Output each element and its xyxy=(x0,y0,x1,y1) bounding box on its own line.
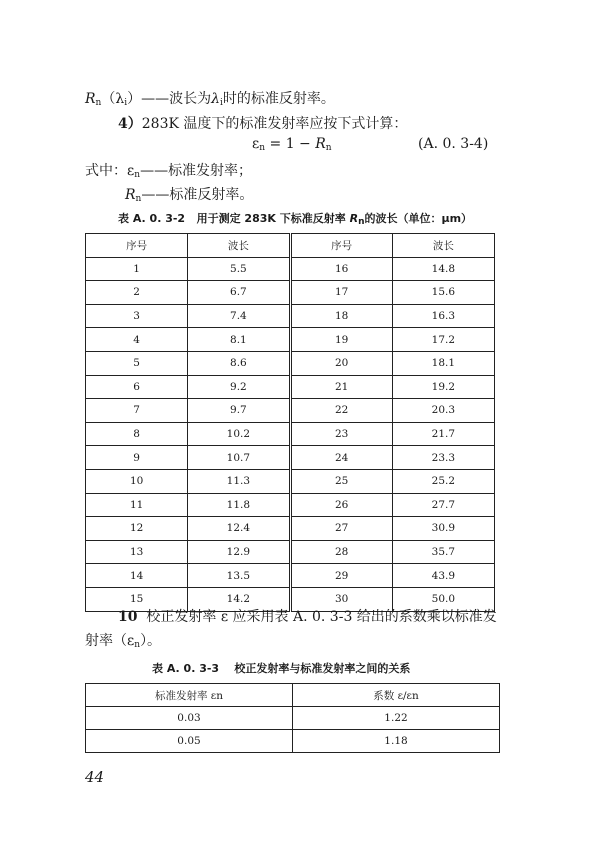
cell-wavelength: 12.4 xyxy=(188,517,290,541)
correction-table xyxy=(85,683,500,753)
subscript: n xyxy=(134,640,141,650)
table-row xyxy=(86,375,495,399)
cell-wavelength: 13.5 xyxy=(188,564,290,588)
wavelength-table xyxy=(85,233,495,612)
formula-equals: = 1 − xyxy=(269,136,311,152)
header-wavelength-2: 波长 xyxy=(392,234,494,258)
subscript: n xyxy=(325,143,332,153)
cell-seq: 29 xyxy=(290,564,392,588)
caption-number: 表 A. 0. 3-3 xyxy=(152,662,220,675)
symbol-r: R xyxy=(85,91,96,107)
cell-seq: 22 xyxy=(290,399,392,423)
cell-seq: 3 xyxy=(86,304,188,328)
table-row xyxy=(86,257,495,281)
definition-line-rn-lambda xyxy=(85,88,335,108)
caption-text: 用于测定 283K 下标准反射率 xyxy=(196,212,346,225)
where-text: ——标准发射率； xyxy=(140,163,253,179)
table1-caption xyxy=(118,210,472,227)
symbol-r: R xyxy=(125,187,136,203)
paren-close: ） xyxy=(127,91,142,107)
cell-seq: 19 xyxy=(290,328,392,352)
cell-seq: 21 xyxy=(290,375,392,399)
page-number: 44 xyxy=(85,768,105,786)
cell-seq: 7 xyxy=(86,399,188,423)
item-text-3: ）。 xyxy=(140,633,162,649)
definition-text: ——波长为 xyxy=(141,91,212,107)
cell-seq: 12 xyxy=(86,517,188,541)
subscript: n xyxy=(95,98,102,108)
table-row xyxy=(86,446,495,470)
subscript: n xyxy=(134,170,141,180)
table-row xyxy=(86,730,500,753)
cell-seq: 10 xyxy=(86,469,188,493)
header-seq-2: 序号 xyxy=(290,234,392,258)
cell-seq: 23 xyxy=(290,422,392,446)
caption-subscript: n xyxy=(358,217,365,227)
table-header-row xyxy=(86,234,495,258)
cell-wavelength: 10.2 xyxy=(188,422,290,446)
cell-wavelength: 7.4 xyxy=(188,304,290,328)
cell-wavelength: 14.8 xyxy=(392,257,494,281)
subscript-i: i xyxy=(219,98,223,108)
cell-wavelength: 27.7 xyxy=(392,493,494,517)
cell-wavelength: 6.7 xyxy=(188,281,290,305)
cell-wavelength: 50.0 xyxy=(392,587,494,611)
cell-seq: 24 xyxy=(290,446,392,470)
cell-standard-emissivity: 0.03 xyxy=(86,707,293,730)
cell-seq: 25 xyxy=(290,469,392,493)
table-row xyxy=(86,469,495,493)
cell-coefficient: 1.22 xyxy=(293,707,500,730)
cell-wavelength: 9.2 xyxy=(188,375,290,399)
header-seq-1: 序号 xyxy=(86,234,188,258)
cell-wavelength: 10.7 xyxy=(188,446,290,470)
cell-standard-emissivity: 0.05 xyxy=(86,730,293,753)
item-text-2: 射率（ε xyxy=(85,633,135,649)
cell-seq: 5 xyxy=(86,351,188,375)
item-text: 校正发射率 ε 应采用表 A. 0. 3-3 给出的系数乘以标准发 xyxy=(146,609,497,625)
header-coefficient: 系数 ε/εn xyxy=(293,684,500,707)
subscript: n xyxy=(259,143,266,153)
cell-seq: 11 xyxy=(86,493,188,517)
cell-wavelength: 8.1 xyxy=(188,328,290,352)
cell-seq: 20 xyxy=(290,351,392,375)
table-row xyxy=(86,422,495,446)
cell-wavelength: 19.2 xyxy=(392,375,494,399)
cell-wavelength: 15.6 xyxy=(392,281,494,305)
cell-seq: 16 xyxy=(290,257,392,281)
table-row xyxy=(86,564,495,588)
cell-wavelength: 21.7 xyxy=(392,422,494,446)
cell-wavelength: 14.2 xyxy=(188,587,290,611)
where-text: ——标准反射率。 xyxy=(141,187,254,203)
table-row xyxy=(86,399,495,423)
caption-number: 表 A. 0. 3-2 xyxy=(118,212,186,225)
item-text: 283K 温度下的标准发射率应按下式计算： xyxy=(141,116,408,132)
cell-seq: 8 xyxy=(86,422,188,446)
item-10 xyxy=(118,606,497,626)
table-row xyxy=(86,304,495,328)
cell-wavelength: 17.2 xyxy=(392,328,494,352)
cell-seq: 18 xyxy=(290,304,392,328)
cell-seq: 1 xyxy=(86,257,188,281)
formula xyxy=(252,136,332,153)
table-row xyxy=(86,328,495,352)
symbol-epsilon: ε xyxy=(252,136,260,152)
cell-seq: 14 xyxy=(86,564,188,588)
cell-wavelength: 18.1 xyxy=(392,351,494,375)
cell-wavelength: 23.3 xyxy=(392,446,494,470)
table-row xyxy=(86,281,495,305)
cell-wavelength: 11.3 xyxy=(188,469,290,493)
table-row xyxy=(86,517,495,541)
cell-wavelength: 43.9 xyxy=(392,564,494,588)
cell-wavelength: 30.9 xyxy=(392,517,494,541)
cell-seq: 17 xyxy=(290,281,392,305)
caption-tail: 的波长（单位：μm） xyxy=(364,212,473,225)
subscript: n xyxy=(135,194,142,204)
cell-wavelength: 20.3 xyxy=(392,399,494,423)
cell-wavelength: 35.7 xyxy=(392,540,494,564)
cell-seq: 15 xyxy=(86,587,188,611)
cell-wavelength: 11.8 xyxy=(188,493,290,517)
cell-seq: 26 xyxy=(290,493,392,517)
subscript-i: i xyxy=(124,98,128,108)
table-row xyxy=(86,493,495,517)
cell-wavelength: 8.6 xyxy=(188,351,290,375)
header-wavelength-1: 波长 xyxy=(188,234,290,258)
cell-seq: 4 xyxy=(86,328,188,352)
definition-rest: 时的标准反射率。 xyxy=(222,91,335,107)
cell-seq: 9 xyxy=(86,446,188,470)
table-row xyxy=(86,540,495,564)
item-number: 4） xyxy=(118,116,142,132)
caption-symbol: R xyxy=(349,212,359,225)
cell-wavelength: 25.2 xyxy=(392,469,494,493)
item-10-continuation xyxy=(85,630,161,650)
item-number: 10 xyxy=(118,609,138,625)
cell-wavelength: 9.7 xyxy=(188,399,290,423)
cell-seq: 2 xyxy=(86,281,188,305)
cell-seq: 13 xyxy=(86,540,188,564)
symbol-r: R xyxy=(315,136,326,152)
symbol-lambda: λ xyxy=(211,91,220,107)
where-line-r xyxy=(125,184,253,204)
cell-wavelength: 12.9 xyxy=(188,540,290,564)
cell-seq: 30 xyxy=(290,587,392,611)
table-header-row xyxy=(86,684,500,707)
caption-text: 校正发射率与标准发射率之间的关系 xyxy=(234,662,411,675)
symbol-epsilon: ε xyxy=(127,163,135,179)
formula-reference: (A. 0. 3-4) xyxy=(418,136,489,152)
table2-caption xyxy=(152,660,410,676)
paren-open: （λ xyxy=(101,91,125,107)
cell-seq: 27 xyxy=(290,517,392,541)
cell-wavelength: 16.3 xyxy=(392,304,494,328)
cell-seq: 6 xyxy=(86,375,188,399)
item-4 xyxy=(118,113,407,133)
header-standard-emissivity: 标准发射率 εn xyxy=(86,684,293,707)
table-row xyxy=(86,707,500,730)
cell-wavelength: 5.5 xyxy=(188,257,290,281)
cell-seq: 28 xyxy=(290,540,392,564)
where-prefix: 式中： xyxy=(85,163,127,179)
cell-coefficient: 1.18 xyxy=(293,730,500,753)
where-line-epsilon xyxy=(85,160,252,180)
table-row xyxy=(86,351,495,375)
